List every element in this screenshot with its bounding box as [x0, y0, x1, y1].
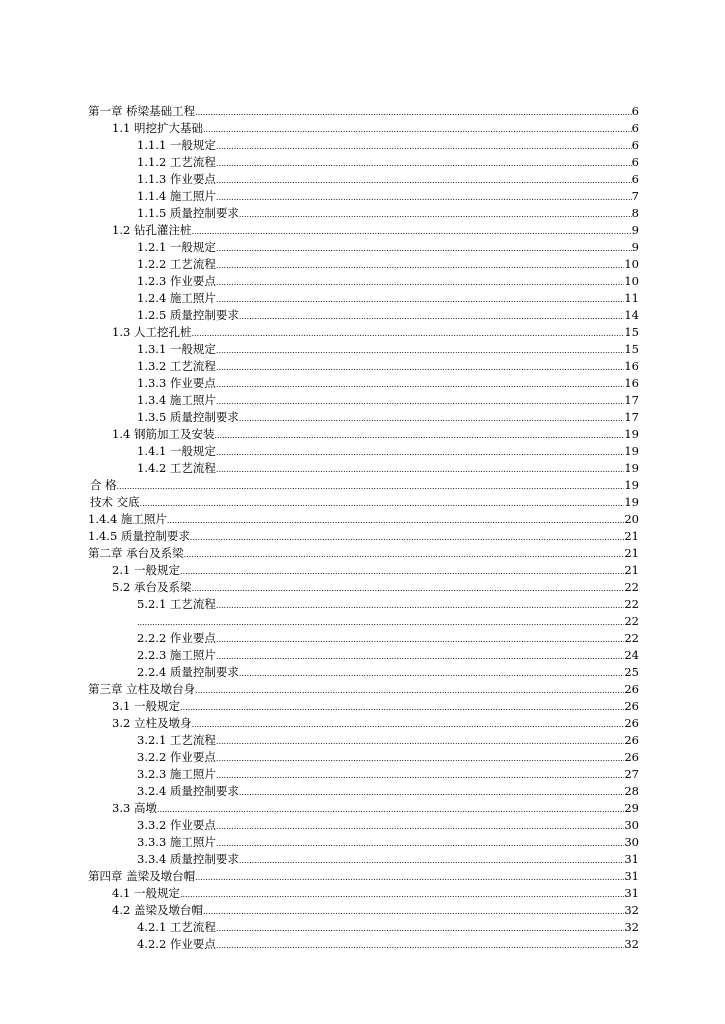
toc-entry[interactable] [112, 120, 639, 136]
toc-entry[interactable] [88, 545, 639, 561]
toc-entry-page: 10 [624, 257, 639, 271]
toc-leader-dots [195, 868, 624, 884]
toc-entry-title: 4.2.1 工艺流程 [137, 920, 216, 934]
toc-entry-page: 19 [624, 495, 639, 509]
toc-entry-title: 1.3.4 施工照片 [137, 393, 216, 407]
toc-entry-page: 30 [624, 835, 639, 849]
toc-leader-dots [195, 103, 632, 119]
toc-entry-page: 32 [624, 920, 639, 934]
toc-entry-title: 3.2.2 作业要点 [137, 750, 216, 764]
toc-entry-title: 2.2.4 质量控制要求 [137, 665, 239, 679]
toc-entry[interactable] [137, 307, 639, 323]
toc-entry-title: 第四章 盖梁及墩台帽 [88, 869, 196, 883]
toc-entry-title: 4.2.2 作业要点 [137, 937, 216, 951]
toc-leader-dots [180, 562, 624, 578]
toc-leader-dots [216, 919, 624, 935]
toc-leader-dots [216, 443, 624, 459]
toc-entry-page: 32 [624, 937, 639, 951]
toc-entry[interactable] [112, 579, 639, 595]
toc-entry-page: 28 [624, 784, 639, 798]
toc-leader-dots [191, 579, 624, 595]
toc-entry[interactable] [112, 426, 639, 442]
toc-entry[interactable] [137, 936, 639, 952]
toc-entry-page: 16 [624, 376, 639, 390]
toc-leader-dots [216, 256, 624, 272]
toc-entry-title: 3.2.4 质量控制要求 [137, 784, 239, 798]
toc-leader-dots [216, 392, 624, 408]
toc-entry-title: 4.1 一般规定 [112, 886, 180, 900]
toc-entry-page: 19 [624, 444, 639, 458]
toc-entry-title: 1.2.4 施工照片 [137, 291, 216, 305]
toc-entry-title: 1.4.2 工艺流程 [137, 461, 216, 475]
toc-leader-dots [214, 426, 624, 442]
toc-entry[interactable] [112, 222, 639, 238]
toc-entry-title: 1.3.3 作业要点 [137, 376, 216, 390]
toc-entry-page: 29 [624, 801, 639, 815]
toc-entry[interactable] [137, 205, 639, 221]
toc-entry[interactable] [112, 562, 639, 578]
toc-entry-title: 1.2.3 作业要点 [137, 274, 216, 288]
toc-entry-page: 6 [631, 172, 639, 186]
toc-entry-page: 31 [624, 852, 639, 866]
toc-leader-dots [216, 290, 624, 306]
toc-entry-title: 1.3.5 质量控制要求 [137, 410, 239, 424]
toc-entry-page: 17 [624, 410, 639, 424]
toc-leader-dots [216, 188, 632, 204]
toc-entry-page: 15 [624, 325, 639, 339]
toc-entry-page: 6 [631, 155, 639, 169]
toc-entry-page: 26 [624, 699, 639, 713]
toc-leader-dots [216, 239, 632, 255]
toc-entry-page: 26 [624, 682, 639, 696]
toc-entry[interactable] [137, 137, 639, 153]
toc-entry-title: 4.2 盖梁及墩台帽 [112, 903, 203, 917]
toc-leader-dots [239, 783, 624, 799]
toc-leader-dots [216, 749, 624, 765]
toc-leader-dots [216, 358, 624, 374]
toc-entry-page: 19 [624, 427, 639, 441]
toc-entry[interactable] [137, 783, 639, 799]
toc-entry[interactable] [137, 154, 639, 170]
toc-entry-title: 1.2 钻孔灌注桩 [112, 223, 192, 237]
toc-leader-dots [216, 460, 624, 476]
toc-entry-page: 7 [631, 189, 639, 203]
toc-entry-title: 3.1 一般规定 [112, 699, 180, 713]
toc-entry-page: 6 [631, 104, 639, 118]
toc-leader-dots [216, 273, 624, 289]
toc-leader-dots [216, 596, 624, 612]
toc-entry[interactable] [137, 664, 639, 680]
toc-leader-dots [216, 154, 632, 170]
toc-entry-title: 1.3.1 一般规定 [137, 342, 216, 356]
toc-entry-page: 26 [624, 716, 639, 730]
toc-entry-title: 2.1 一般规定 [112, 563, 180, 577]
toc-leader-dots [191, 715, 624, 731]
toc-entry[interactable] [137, 239, 639, 255]
toc-entry[interactable] [137, 375, 639, 391]
toc-entry[interactable] [90, 477, 639, 493]
toc-leader-dots [239, 409, 624, 425]
toc-entry-title: 1.4 钢筋加工及安装 [112, 427, 215, 441]
toc-leader-dots [191, 222, 631, 238]
toc-entry-page: 8 [631, 206, 639, 220]
toc-entry-title: 3.3.4 质量控制要求 [137, 852, 239, 866]
toc-entry[interactable] [137, 460, 639, 476]
toc-entry-title: 3.3.3 施工照片 [137, 835, 216, 849]
toc-entry-title: 第三章 立柱及墩台身 [88, 682, 196, 696]
toc-leader-dots [216, 936, 624, 952]
toc-entry-page: 25 [624, 665, 639, 679]
toc-entry-page: 22 [624, 614, 639, 628]
toc-leader-dots [180, 885, 624, 901]
toc-entry[interactable] [137, 171, 639, 187]
toc-entry[interactable] [137, 817, 639, 833]
toc-entry-title: 1.1.3 作业要点 [137, 172, 216, 186]
toc-entry-title: 1.4.5 质量控制要求 [88, 529, 190, 543]
toc-entry[interactable] [88, 868, 639, 884]
toc-entry[interactable] [137, 613, 639, 629]
toc-entry-page: 17 [624, 393, 639, 407]
toc-leader-dots [216, 834, 624, 850]
toc-entry-title: 5.2.1 工艺流程 [137, 597, 216, 611]
toc-entry[interactable] [137, 392, 639, 408]
toc-entry[interactable] [137, 273, 639, 289]
toc-entry[interactable] [137, 630, 639, 646]
toc-entry[interactable] [112, 698, 639, 714]
toc-entry[interactable] [137, 256, 639, 272]
toc-entry-title: 1.2.5 质量控制要求 [137, 308, 239, 322]
toc-entry[interactable] [112, 715, 639, 731]
toc-entry-page: 32 [624, 903, 639, 917]
toc-entry[interactable] [137, 341, 639, 357]
toc-leader-dots [184, 545, 625, 561]
toc-entry-page: 26 [624, 733, 639, 747]
toc-entry[interactable] [137, 851, 639, 867]
toc-entry[interactable] [137, 188, 639, 204]
toc-entry-title: 1.1 明挖扩大基础 [112, 121, 203, 135]
toc-entry[interactable] [137, 358, 639, 374]
toc-entry-page: 22 [624, 631, 639, 645]
toc-entry[interactable] [137, 749, 639, 765]
toc-entry[interactable] [88, 103, 639, 119]
toc-entry-page: 19 [624, 478, 639, 492]
toc-entry-page: 22 [624, 597, 639, 611]
toc-entry-page: 6 [631, 138, 639, 152]
toc-entry-title: 1.4.4 施工照片 [88, 512, 167, 526]
toc-entry-page: 21 [624, 529, 639, 543]
toc-entry-title: 3.2.3 施工照片 [137, 767, 216, 781]
toc-entry-title: 1.3.2 工艺流程 [137, 359, 216, 373]
toc-leader-dots [239, 664, 624, 680]
toc-entry[interactable] [137, 596, 639, 612]
toc-entry-page: 21 [624, 546, 639, 560]
toc-entry-page: 24 [624, 648, 639, 662]
toc-entry[interactable] [137, 443, 639, 459]
toc-entry-title: 1.2.2 工艺流程 [137, 257, 216, 271]
toc-entry-title: 3.2 立柱及墩身 [112, 716, 192, 730]
toc-entry-title: 1.1.4 施工照片 [137, 189, 216, 203]
toc-leader-dots [216, 766, 624, 782]
toc-leader-dots [216, 137, 632, 153]
toc-entry-page: 6 [631, 121, 639, 135]
toc-entry[interactable] [90, 494, 639, 510]
toc-leader-dots [239, 307, 624, 323]
toc-entry-title: 1.1.1 一般规定 [137, 138, 216, 152]
toc-entry-page: 11 [624, 291, 639, 305]
toc-leader-dots [140, 494, 625, 510]
toc-leader-dots [216, 375, 624, 391]
toc-leader-dots [190, 528, 624, 544]
toc-entry-page: 19 [624, 461, 639, 475]
toc-leader-dots [216, 341, 624, 357]
toc-leader-dots [216, 647, 624, 663]
toc-entry-page: 16 [624, 359, 639, 373]
toc-entry[interactable] [88, 528, 639, 544]
toc-entry-title: 1.3 人工挖孔桩 [112, 325, 192, 339]
toc-leader-dots [239, 851, 624, 867]
toc-entry-title: 5.2 承台及系梁 [112, 580, 192, 594]
toc-entry-title: 3.2.1 工艺流程 [137, 733, 216, 747]
toc-entry-title: 1.2.1 一般规定 [137, 240, 216, 254]
toc-entry[interactable] [112, 800, 639, 816]
toc-entry[interactable] [88, 511, 639, 527]
toc-leader-dots [157, 800, 624, 816]
toc-entry[interactable] [112, 324, 639, 340]
toc-leader-dots [216, 630, 624, 646]
toc-entry[interactable] [137, 409, 639, 425]
toc-entry[interactable] [112, 902, 639, 918]
toc-entry-title: 1.1.5 质量控制要求 [137, 206, 239, 220]
toc-leader-dots [167, 511, 624, 527]
toc-leader-dots [203, 902, 624, 918]
toc-entry-page: 30 [624, 818, 639, 832]
toc-leader-dots [216, 817, 624, 833]
toc-entry[interactable] [137, 647, 639, 663]
toc-entry[interactable] [112, 885, 639, 901]
toc-leader-dots [216, 171, 632, 187]
toc-leader-dots [216, 732, 624, 748]
toc-leader-dots [195, 681, 624, 697]
toc-entry-page: 14 [624, 308, 639, 322]
toc-entry-page: 9 [631, 223, 639, 237]
toc-entry[interactable] [137, 766, 639, 782]
toc-entry-title: 3.3.2 作业要点 [137, 818, 216, 832]
toc-leader-dots [117, 477, 625, 493]
toc-leader-dots [180, 698, 624, 714]
toc-entry-page: 22 [624, 580, 639, 594]
toc-leader-dots [239, 205, 632, 221]
toc-entry-title: 3.3 高墩 [112, 801, 157, 815]
toc-entry-title: 1.4.1 一般规定 [137, 444, 216, 458]
toc-entry-page: 27 [624, 767, 639, 781]
toc-entry-page: 31 [624, 886, 639, 900]
toc-entry-page: 15 [624, 342, 639, 356]
toc-entry-title: 第一章 桥梁基础工程 [88, 104, 196, 118]
toc-entry-title: 1.1.2 工艺流程 [137, 155, 216, 169]
toc-entry[interactable] [137, 732, 639, 748]
toc-entry[interactable] [137, 290, 639, 306]
toc-leader-dots [191, 324, 624, 340]
toc-entry[interactable] [88, 681, 639, 697]
toc-leader-dots [137, 613, 624, 629]
toc-entry-title: 2.2.3 施工照片 [137, 648, 216, 662]
toc-entry-title: 合 格 [90, 478, 117, 492]
toc-entry[interactable] [137, 834, 639, 850]
toc-entry[interactable] [137, 919, 639, 935]
toc-entry-page: 9 [631, 240, 639, 254]
toc-entry-page: 10 [624, 274, 639, 288]
toc-entry-page: 26 [624, 750, 639, 764]
toc-entry-page: 20 [624, 512, 639, 526]
toc-entry-title: 2.2.2 作业要点 [137, 631, 216, 645]
toc-leader-dots [203, 120, 632, 136]
toc-entry-title: 第二章 承台及系梁 [88, 546, 184, 560]
toc-entry-title: 技术 交底 [90, 495, 140, 509]
toc-entry-page: 31 [624, 869, 639, 883]
toc-entry-page: 21 [624, 563, 639, 577]
